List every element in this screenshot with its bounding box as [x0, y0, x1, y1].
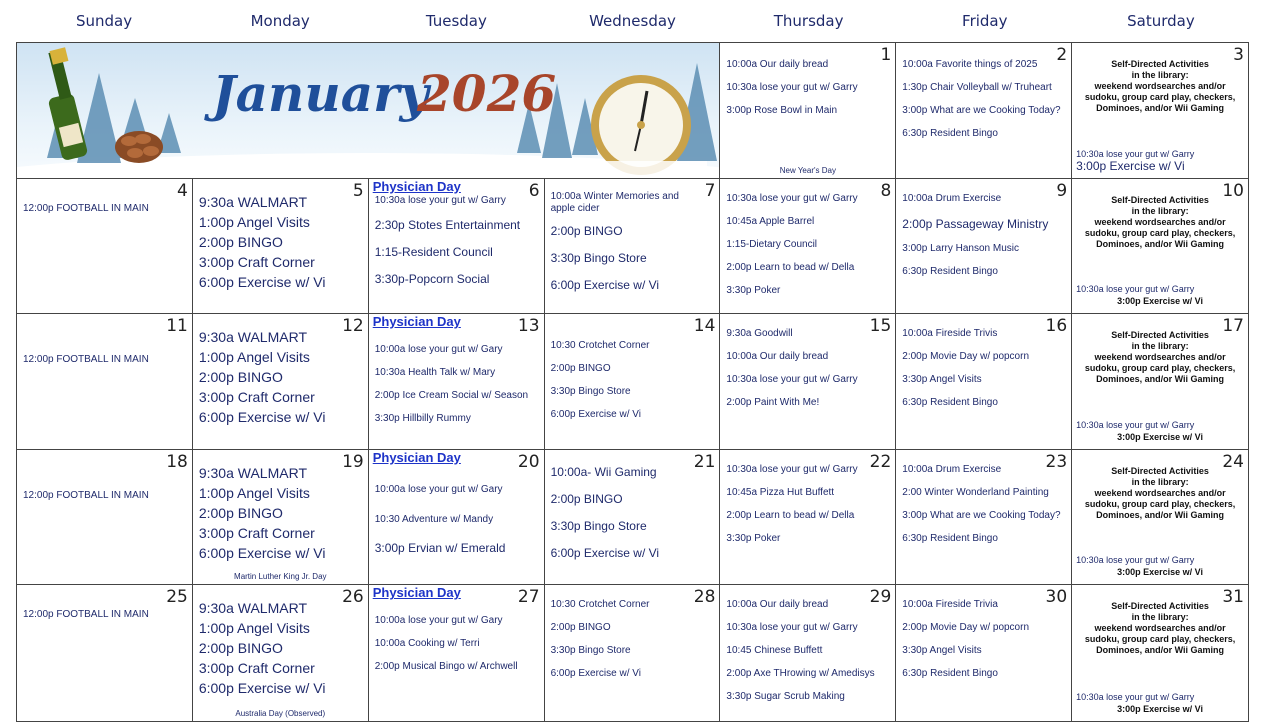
day-number: 17	[1222, 316, 1244, 337]
day-cell-21[interactable]	[545, 450, 721, 586]
day-number: 22	[869, 451, 892, 472]
day-cell-15[interactable]	[720, 314, 896, 450]
sat-title: Self-Directed Activities	[1111, 330, 1209, 341]
event-item: 3:00p Exercise w/ Vi	[1117, 431, 1204, 442]
event-item: 3:00p Craft Corner	[198, 660, 315, 677]
day-number: 24	[1222, 451, 1244, 472]
day-cell-6[interactable]	[369, 179, 545, 315]
event-item: 10:30 Crotchet Corner	[550, 340, 650, 352]
event-item: 10:00a Our daily bread	[726, 351, 829, 363]
sat-desc: weekend wordsearches and/or sudoku, group card play, checkers, Dominoes, and/or Wii Gaming	[1084, 487, 1236, 520]
day-number: 4	[177, 180, 188, 201]
day-number: 29	[869, 587, 892, 608]
day-number: 13	[517, 316, 540, 337]
day-number: 23	[1045, 451, 1068, 472]
day-cell-31[interactable]	[1072, 585, 1248, 721]
banner-month-text: January	[212, 64, 429, 123]
self-directed-activities	[1076, 601, 1244, 656]
event-item: 3:30p Bingo Store	[550, 518, 647, 533]
event-item: 6:00p Exercise w/ Vi	[550, 277, 660, 292]
day-cell-30[interactable]	[896, 585, 1072, 721]
event-item: 3:30p Sugar Scrub Making	[726, 691, 845, 703]
event-item: 2:00p Learn to bead w/ Della	[726, 261, 855, 273]
event-item: 3:30p Angel Visits	[902, 374, 982, 386]
day-number: 7	[704, 180, 716, 201]
event-item: 10:00a Cooking w/ Terri	[374, 638, 480, 650]
day-number: 2	[1056, 45, 1068, 65]
event-item: 6:30p Resident Bingo	[902, 128, 998, 139]
event-item: 12:00p FOOTBALL IN MAIN	[23, 609, 149, 621]
sat-desc: weekend wordsearches and/or sudoku, group card play, checkers, Dominoes, and/or Wii Gaming	[1084, 216, 1236, 249]
sat-desc: weekend wordsearches and/or sudoku, group card play, checkers, Dominoes, and/or Wii Gaming	[1084, 352, 1236, 385]
physician-day-link[interactable]: Physician Day	[372, 314, 461, 330]
event-item: 10:30a lose your gut w/ Garry	[1076, 419, 1195, 430]
day-cell-8[interactable]	[720, 179, 896, 315]
event-item: 6:00p Exercise w/ Vi	[198, 544, 326, 561]
event-item: 3:30p Poker	[726, 284, 781, 296]
event-item: 1:00p Angel Visits	[198, 213, 310, 230]
day-number: 19	[342, 451, 364, 472]
day-number: 10	[1222, 180, 1244, 201]
day-cell-17[interactable]	[1072, 314, 1248, 450]
day-cell-16[interactable]	[896, 314, 1072, 450]
event-item: 2:00p Learn to bead w/ Della	[726, 509, 855, 521]
event-item: 10:00a Fireside Trivis	[902, 328, 998, 340]
event-item: 3:00p Exercise w/ Vi	[1117, 296, 1204, 307]
sat-desc: weekend wordsearches and/or sudoku, group card play, checkers, Dominoes, and/or Wii Gaming	[1084, 623, 1236, 656]
holiday-note: Australia Day (Observed)	[235, 709, 326, 718]
day-cell-11[interactable]	[17, 314, 193, 450]
self-directed-activities	[1076, 466, 1244, 521]
day-cell-12[interactable]	[193, 314, 369, 450]
calendar-grid	[16, 42, 1249, 722]
weekday-sunday: Sunday	[76, 12, 133, 30]
event-item: 6:30p Resident Bingo	[902, 397, 998, 409]
event-item: 12:00p FOOTBALL IN MAIN	[23, 202, 149, 214]
event-item: 10:00a Winter Memories and apple cider	[550, 190, 679, 214]
event-item: 6:30p Resident Bingo	[902, 532, 998, 544]
day-cell-2[interactable]	[896, 43, 1072, 179]
day-number: 1	[880, 45, 892, 65]
sat-title: Self-Directed Activities	[1111, 465, 1209, 476]
physician-day-link[interactable]: Physician Day	[372, 449, 461, 465]
sat-subtitle: in the library:	[1131, 341, 1189, 352]
day-number: 5	[352, 180, 364, 201]
sat-subtitle: in the library:	[1131, 612, 1189, 623]
self-directed-activities	[1076, 59, 1244, 114]
event-item: 3:00p Larry Hanson Music	[902, 242, 1020, 254]
day-number: 26	[342, 587, 364, 608]
event-item: 2:00p Movie Day w/ popcorn	[902, 351, 1030, 363]
sat-events	[1076, 554, 1244, 578]
event-item: 6:00p Exercise w/ Vi	[198, 273, 326, 290]
month-banner	[17, 43, 720, 179]
event-item: 2:00p Paint With Me!	[726, 397, 820, 409]
event-item: 2:00p BINGO	[550, 491, 623, 506]
event-item: 2:00p BINGO	[550, 622, 611, 634]
event-item: 10:30a lose your gut w/ Garry	[726, 374, 858, 386]
event-item: 10:30a lose your gut w/ Garry	[726, 192, 858, 204]
event-item: 3:30p Poker	[726, 532, 781, 544]
event-item: 2:00p BINGO	[550, 223, 623, 238]
event-item: 2:00p BINGO	[198, 233, 283, 250]
event-item: 2:00p Movie Day w/ popcorn	[902, 622, 1030, 634]
event-item: 1:00p Angel Visits	[198, 484, 310, 501]
day-cell-22[interactable]	[720, 450, 896, 586]
weekday-wednesday: Wednesday	[589, 12, 676, 30]
sat-title: Self-Directed Activities	[1111, 601, 1209, 612]
event-item: 10:00a Drum Exercise	[902, 463, 1002, 475]
event-item: 10:30a lose your gut w/ Garry	[1076, 555, 1195, 566]
sat-subtitle: in the library:	[1131, 205, 1189, 216]
event-item: 10:30a lose your gut w/ Garry	[726, 463, 858, 475]
event-item: 10:00a Drum Exercise	[902, 192, 1002, 204]
weekday-monday: Monday	[250, 12, 310, 30]
event-item: 2:00p Passageway Ministry	[902, 216, 1049, 231]
event-item: 2:00p BINGO	[198, 640, 283, 657]
event-item: 2:00p BINGO	[550, 363, 611, 375]
event-item: 10:30 Adventure w/ Mandy	[374, 513, 494, 525]
event-item: 10:30a lose your gut w/ Garry	[1076, 284, 1195, 295]
event-item: 2:00p BINGO	[198, 504, 283, 521]
event-item: 3:00p Ervian w/ Emerald	[374, 540, 506, 555]
event-item: 9:30a WALMART	[198, 193, 307, 210]
event-item: 2:00p BINGO	[198, 369, 283, 386]
event-item: 10:45a Pizza Hut Buffett	[726, 486, 835, 498]
weekday-friday: Friday	[962, 12, 1008, 30]
event-item: 2:30p Stotes Entertainment	[374, 217, 521, 232]
day-number: 12	[342, 316, 364, 337]
event-item: 1:15-Resident Council	[374, 244, 493, 259]
day-number: 27	[517, 587, 540, 608]
event-item: 10:30a lose your gut w/ Garry	[1076, 148, 1195, 159]
day-cell-19[interactable]	[193, 450, 369, 586]
event-item: 3:30p Bingo Store	[550, 250, 647, 265]
day-cell-24[interactable]	[1072, 450, 1248, 586]
physician-day-link[interactable]: Physician Day	[372, 585, 461, 601]
day-number: 16	[1045, 316, 1068, 337]
event-item: 12:00p FOOTBALL IN MAIN	[23, 489, 149, 501]
event-item: 6:00p Exercise w/ Vi	[198, 680, 326, 697]
day-cell-7[interactable]	[545, 179, 721, 315]
weekday-tuesday: Tuesday	[425, 12, 487, 30]
event-item: 2:00p Musical Bingo w/ Archwell	[374, 661, 518, 673]
day-cell-28[interactable]	[545, 585, 721, 721]
sat-events	[1076, 148, 1244, 172]
event-item: 6:30p Resident Bingo	[902, 668, 998, 680]
event-item: 3:30p Hillbilly Rummy	[374, 413, 471, 425]
day-number: 20	[517, 451, 540, 472]
event-item: 10:45 Chinese Buffett	[726, 645, 823, 657]
day-number: 15	[869, 316, 892, 337]
weekday-saturday: Saturday	[1127, 12, 1195, 30]
event-item: 9:30a WALMART	[198, 329, 307, 346]
event-item: 3:00p Craft Corner	[198, 524, 315, 541]
winter-scene-illustration	[17, 43, 720, 179]
day-number: 25	[166, 587, 188, 608]
event-item: 10:45a Apple Barrel	[726, 215, 815, 227]
event-item: 6:00p Exercise w/ Vi	[198, 409, 326, 426]
day-number: 8	[880, 180, 892, 201]
day-number: 18	[166, 451, 188, 472]
pinecone-icon	[115, 131, 163, 163]
sat-subtitle: in the library:	[1131, 70, 1189, 80]
event-item: 10:00a Our daily bread	[726, 599, 829, 611]
day-cell-25[interactable]	[17, 585, 193, 721]
day-number: 30	[1045, 587, 1068, 608]
weekday-thursday: Thursday	[773, 12, 844, 30]
day-cell-1[interactable]	[720, 43, 896, 179]
event-item: 1:30p Chair Volleyball w/ Truheart	[902, 82, 1052, 93]
event-item: 1:00p Angel Visits	[198, 349, 310, 366]
event-item: 1:00p Angel Visits	[198, 620, 310, 637]
event-item: 3:00p Craft Corner	[198, 389, 315, 406]
day-cell-9[interactable]	[896, 179, 1072, 315]
event-item: 12:00p FOOTBALL IN MAIN	[23, 354, 149, 366]
event-item: 10:00a lose your gut w/ Gary	[374, 483, 503, 495]
event-item: 10:30a lose your gut w/ Garry	[1076, 692, 1195, 702]
day-number: 28	[693, 587, 716, 608]
event-item: 10:00a Our daily bread	[726, 59, 829, 70]
day-cell-23[interactable]	[896, 450, 1072, 586]
day-cell-29[interactable]	[720, 585, 896, 721]
day-cell-10[interactable]	[1072, 179, 1248, 315]
self-directed-activities	[1076, 330, 1244, 385]
weekday-header	[16, 0, 1249, 42]
event-item: 6:00p Exercise w/ Vi	[550, 409, 641, 421]
event-item: 6:30p Resident Bingo	[902, 265, 998, 277]
event-item: 3:00p Craft Corner	[198, 253, 315, 270]
day-cell-13[interactable]	[369, 314, 545, 450]
event-item: 3:00p What are we Cooking Today?	[902, 105, 1061, 116]
sat-desc: weekend wordsearches and/or sudoku, group card play, checkers, Dominoes, and/or Wii Gaming	[1084, 81, 1236, 113]
event-item: 3:30p Bingo Store	[550, 645, 631, 657]
event-item: 3:30p Angel Visits	[902, 645, 982, 657]
sat-subtitle: in the library:	[1131, 476, 1189, 487]
event-item: 3:00p What are we Cooking Today?	[902, 509, 1061, 521]
event-item: 3:00p Exercise w/ Vi	[1117, 567, 1204, 578]
event-item: 10:30a Health Talk w/ Mary	[374, 367, 496, 379]
sat-events	[1076, 419, 1244, 443]
day-cell-14[interactable]	[545, 314, 721, 450]
day-number: 21	[693, 451, 716, 472]
event-item: 2:00p Ice Cream Social w/ Season	[374, 390, 529, 402]
event-item: 10:30a lose your gut w/ Garry	[374, 194, 506, 206]
day-cell-5[interactable]	[193, 179, 369, 315]
day-cell-18[interactable]	[17, 450, 193, 586]
event-item: 1:15-Dietary Council	[726, 238, 818, 250]
event-item: 10:30a lose your gut w/ Garry	[726, 622, 858, 634]
event-item: 6:00p Exercise w/ Vi	[550, 668, 641, 680]
event-item: 9:30a Goodwill	[726, 328, 793, 340]
event-item: 2:00 Winter Wonderland Painting	[902, 486, 1049, 498]
sat-title: Self-Directed Activities	[1111, 194, 1209, 205]
banner-year-text: 2026	[417, 64, 557, 123]
clock-icon	[591, 75, 691, 175]
day-cell-26[interactable]	[193, 585, 369, 721]
event-item: 9:30a WALMART	[198, 464, 307, 481]
event-item: 3:30p Bingo Store	[550, 386, 631, 398]
event-item: 2:00p Axe THrowing w/ Amedisys	[726, 668, 875, 680]
event-item: 10:30a lose your gut w/ Garry	[726, 82, 858, 93]
event-item: 10:30 Crotchet Corner	[550, 599, 650, 611]
event-item: 3:00p Exercise w/ Vi	[1117, 704, 1204, 714]
sat-title: Self-Directed Activities	[1111, 59, 1209, 69]
day-number: 9	[1056, 180, 1068, 201]
event-item: 3:00p Exercise w/ Vi	[1076, 158, 1185, 173]
event-item: 6:00p Exercise w/ Vi	[550, 545, 660, 560]
self-directed-activities	[1076, 195, 1244, 250]
physician-day-link[interactable]: Physician Day	[372, 178, 461, 194]
day-cell-27[interactable]	[369, 585, 545, 721]
day-number: 14	[693, 316, 716, 337]
event-item: 10:00a lose your gut w/ Gary	[374, 615, 503, 627]
event-item: 10:00a lose your gut w/ Gary	[374, 344, 503, 356]
day-number: 6	[528, 180, 540, 201]
day-cell-20[interactable]	[369, 450, 545, 586]
event-item: 10:00a Fireside Trivia	[902, 599, 998, 611]
day-cell-4[interactable]	[17, 179, 193, 315]
day-number: 11	[166, 316, 188, 337]
event-item: 10:00a Favorite things of 2025	[902, 59, 1038, 70]
event-item: 10:00a- Wii Gaming	[550, 464, 657, 479]
sat-events	[1076, 691, 1244, 715]
day-cell-3[interactable]	[1072, 43, 1248, 179]
day-number: 31	[1222, 587, 1244, 608]
event-item: 3:00p Rose Bowl in Main	[726, 105, 838, 116]
event-item: 3:30p-Popcorn Social	[374, 271, 490, 286]
holiday-note: Martin Luther King Jr. Day	[234, 572, 327, 582]
event-item: 9:30a WALMART	[198, 600, 307, 617]
holiday-note: New Year's Day	[779, 165, 836, 175]
day-number: 3	[1233, 45, 1244, 65]
sat-events	[1076, 283, 1244, 307]
